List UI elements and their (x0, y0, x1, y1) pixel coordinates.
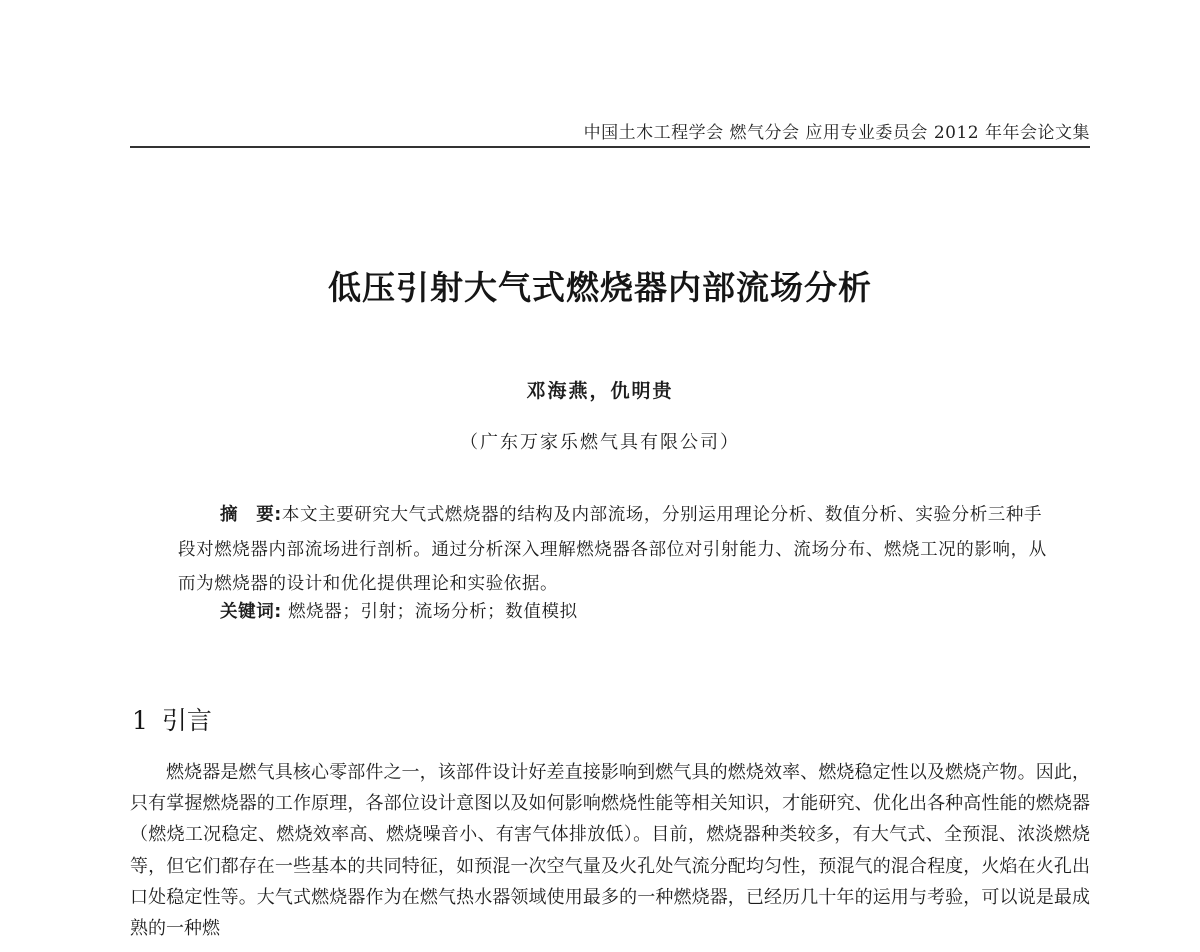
keywords-block (220, 598, 1060, 623)
introduction-body (130, 757, 1090, 944)
paper-authors: 邓海燕，仇明贵 (526, 380, 674, 402)
abstract-label: 摘 要: (220, 505, 282, 525)
header-rule (130, 146, 1090, 148)
section-title: 引言 (161, 706, 212, 735)
abstract-paragraph (178, 498, 1058, 602)
abstract-text: 本文主要研究大气式燃烧器的结构及内部流场，分别运用理论分析、数值分析、实验分析三种手段对燃烧器内部流场进行剖析。通过分析深入理解燃烧器各部位对引射能力、流场分布、燃烧工况的影响，从而为燃烧器的设计和优化提供理论和实验依据。 (178, 505, 1047, 594)
keywords-label: 关键词: (220, 602, 282, 622)
abstract-block (178, 498, 1058, 602)
introduction-paragraph: 燃烧器是燃气具核心零部件之一，该部件设计好差直接影响到燃气具的燃烧效率、燃烧稳定性以及燃烧产物。因此，只有掌握燃烧器的工作原理，各部位设计意图以及如何影响燃烧性能等相关知识，才能研究、优化出各种高性能的燃烧器（燃烧工况稳定、燃烧效率高、燃烧噪音小、有害气体排放低）。目前，燃烧器种类较多，有大气式、全预混、浓淡燃烧等，但它们都存在一些基本的共同特征，如预混一次空气量及火孔处气流分配均匀性，预混气的混合程度，火焰在火孔出口处稳定性等。大气式燃烧器作为在燃气热水器领域使用最多的一种燃烧器，已经历几十年的运用与考验，可以说是最成熟的一种燃 (130, 762, 1090, 940)
paper-title: 低压引射大气式燃烧器内部流场分析 (328, 268, 872, 307)
keywords-text: 燃烧器；引射；流场分析；数值模拟 (288, 602, 578, 622)
section-heading-introduction (132, 701, 212, 737)
running-header: 中国土木工程学会 燃气分会 应用专业委员会 2012 年年会论文集 (583, 123, 1090, 143)
paper-affiliation: （广东万家乐燃气具有限公司） (460, 432, 740, 453)
section-number: 1 (132, 706, 148, 735)
